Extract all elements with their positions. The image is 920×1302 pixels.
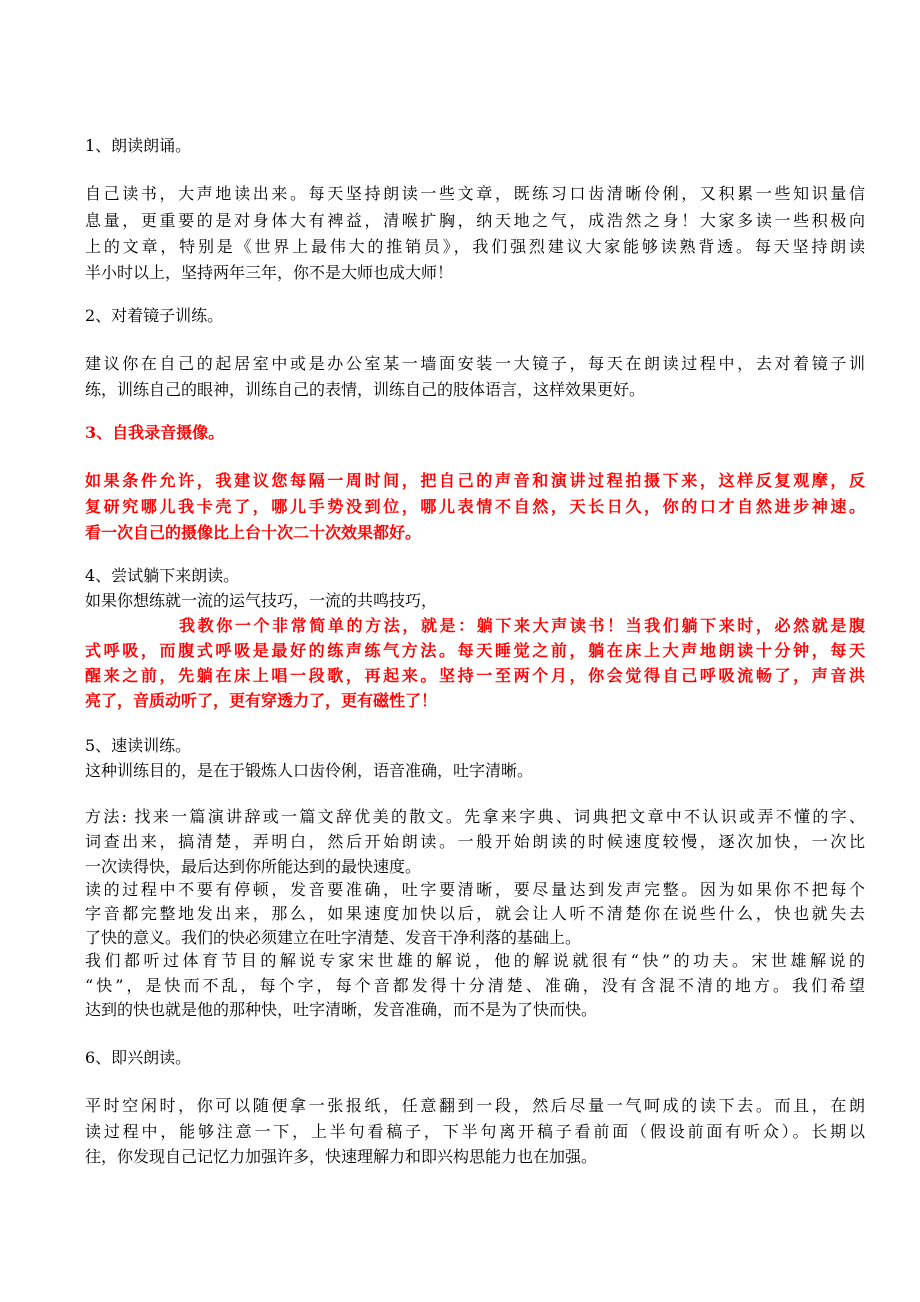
section-5-intro: 这种训练目的，是在于锻炼人口齿伶俐，语音准确，吐字清晰。: [85, 761, 534, 780]
section-6-text-line: 往，你发现自己记忆力加强许多，快速理解力和即兴构思能力也在加强。: [85, 1147, 598, 1166]
section-2-text-line: 练，训练自己的眼神，训练自己的表情，训练自己的肢体语言，这样效果更好。: [85, 380, 646, 399]
section-5-text-line: 达到的快也就是他的那种快，吐字清晰，发音准确，而不是为了快而快。: [85, 1000, 598, 1019]
section-2-text-line: 建议你在自己的起居室中或是办公室某一墙面安装一大镜子，每天在朗读过程中，去对着镜子训: [85, 354, 865, 373]
section-2-heading: 2、对着镜子训练。: [85, 306, 224, 325]
section-3-heading: 3、自我录音摄像。: [85, 423, 225, 442]
section-5-heading: 5、速读训练。: [85, 736, 192, 755]
section-6-heading: 6、即兴朗读。: [85, 1048, 192, 1067]
section-1-text-line: 上的文章，特别是《世界上最伟大的推销员》，我们强烈建议大家能够读熟背透。每天坚持朗读: [85, 237, 865, 256]
section-1-text-line: 半小时以上，坚持两年三年，你不是大师也成大师！: [85, 263, 454, 282]
section-6-text-line: 读过程中，能够注意一下，上半句看稿子，下半句离开稿子看前面（假设前面有听众）。长期以: [85, 1122, 865, 1141]
section-4-text-line: 我教你一个非常简单的方法，就是：躺下来大声读书！当我们躺下来时，必然就是腹: [179, 616, 865, 635]
section-5-text-line: 了快的意义。我们的快必须建立在吐字清楚、发音干净利落的基础上。: [85, 928, 582, 947]
section-1-text-line: 自己读书，大声地读出来。每天坚持朗读一些文章，既练习口齿清晰伶俐，又积累一些知识量信: [85, 184, 865, 203]
section-4-intro: 如果你想练就一流的运气技巧，一流的共鸣技巧，: [85, 591, 438, 610]
section-1-text-line: 息量，更重要的是对身体大有裨益，清喉扩胸，纳天地之气，成浩然之身！大家多读一些积极向: [85, 211, 865, 230]
section-1-heading: 1、朗读朗诵。: [85, 136, 192, 155]
section-5-text-line: 方法: 找来一篇演讲辞或一篇文辞优美的散文。先拿来字典、词典把文章中不认识或弄不懂的字、: [85, 807, 865, 826]
section-3-text-line: 复研究哪儿我卡壳了，哪儿手势没到位，哪儿表情不自然，天长日久，你的口才自然进步神速。: [85, 497, 865, 516]
section-3-text-line: 如果条件允许，我建议您每隔一周时间，把自己的声音和演讲过程拍摄下来，这样反复观摩，反: [85, 471, 865, 490]
section-4-text-line: 亮了，音质动听了，更有穿透力了，更有磁性了！: [85, 691, 438, 710]
section-5-text-line: 字音都完整地发出来，那么，如果速度加快以后，就会让人听不清楚你在说些什么，快也就失去: [85, 904, 865, 923]
section-5-text-line: 我们都听过体育节目的解说专家宋世雄的解说，他的解说就很有“快”的功夫。宋世雄解说的: [85, 951, 865, 970]
section-5-text-line: 一次读得快，最后达到你所能达到的最快速度。: [85, 857, 422, 876]
section-4-heading: 4、尝试躺下来朗读。: [85, 566, 240, 585]
section-5-text-line: 词查出来，搞清楚，弄明白，然后开始朗读。一般开始朗读的时候速度较慢，逐次加快，一次比: [85, 832, 865, 851]
section-4-text-line: 式呼吸，而腹式呼吸是最好的练声练气方法。每天睡觉之前，躺在床上大声地朗读十分钟，每天: [85, 641, 865, 660]
section-3-text-line: 看一次自己的摄像比上台十次二十次效果都好。: [85, 523, 422, 542]
section-5-text-line: “快”，是快而不乱，每个字，每个音都发得十分清楚、准确，没有含混不清的地方。我们希望: [85, 976, 865, 995]
section-4-text-line: 醒来之前，先躺在床上唱一段歌，再起来。坚持一至两个月，你会觉得自己呼吸流畅了，声音洪: [85, 666, 865, 685]
section-6-text-line: 平时空闲时，你可以随便拿一张报纸，任意翻到一段，然后尽量一气呵成的读下去。而且，在朗: [85, 1096, 865, 1115]
section-5-text-line: 读的过程中不要有停顿，发音要准确，吐字要清晰，要尽量达到发声完整。因为如果你不把每个: [85, 880, 865, 899]
